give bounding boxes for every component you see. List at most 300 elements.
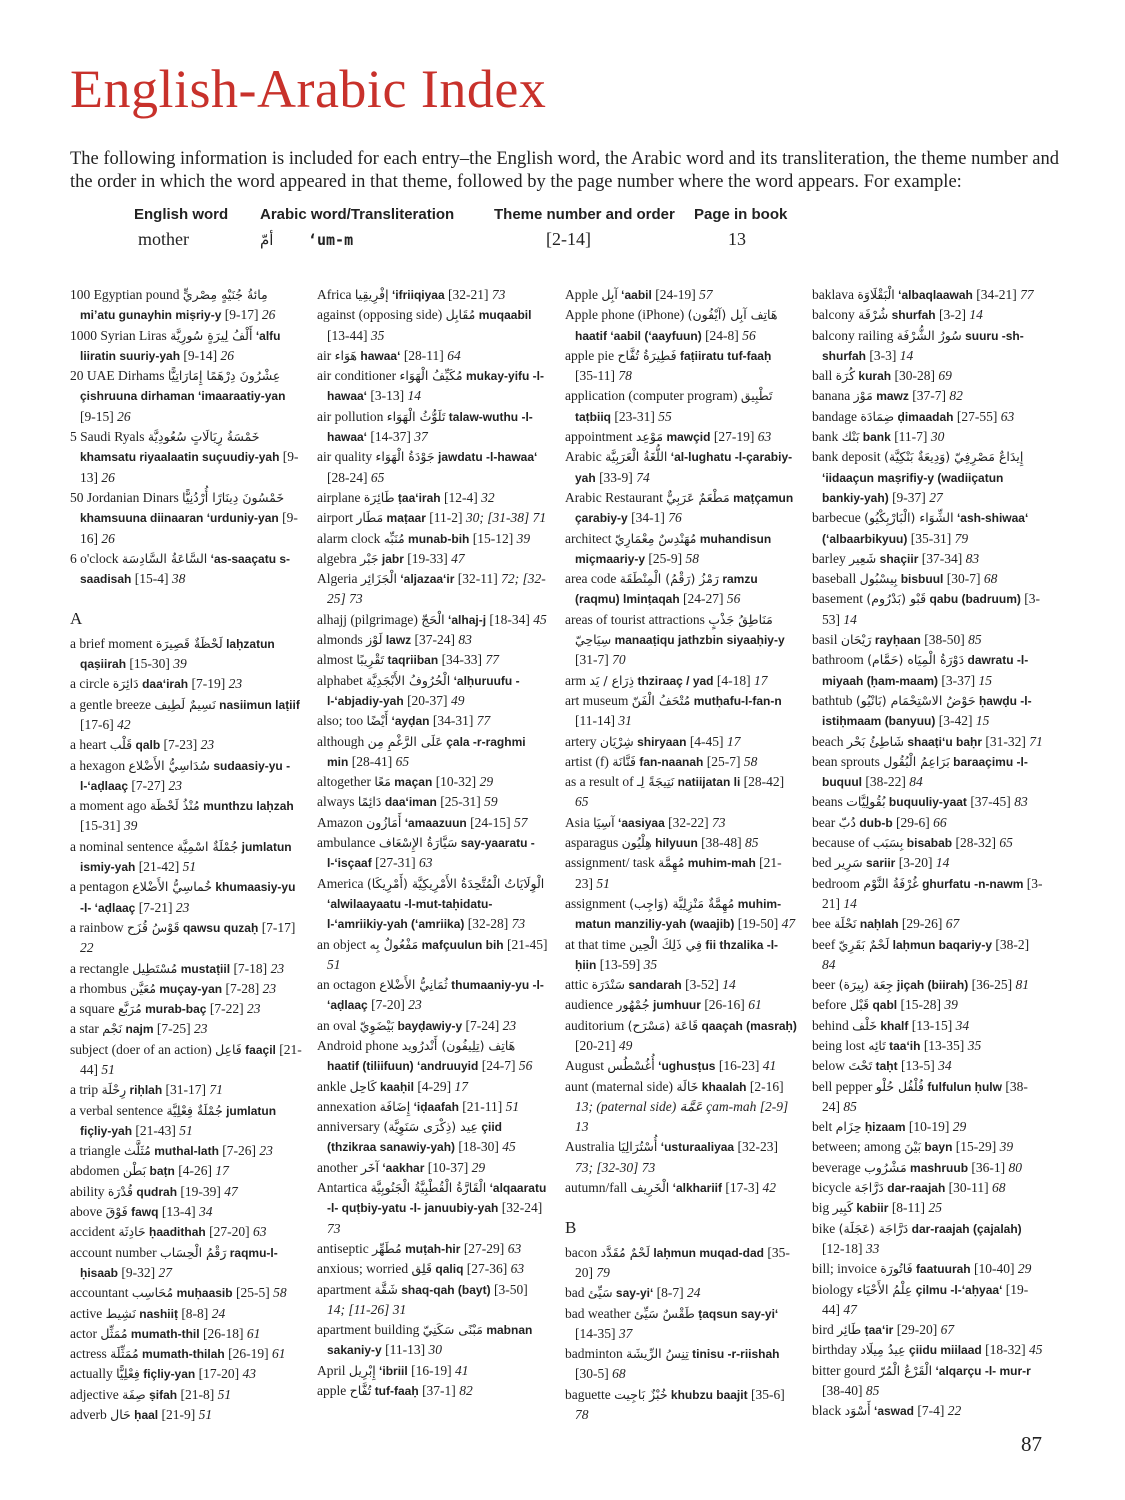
headword: Algeria [317, 571, 358, 587]
arabic-word: تَطْبِيق [740, 388, 773, 404]
headword: abdomen [70, 1163, 120, 1179]
page-ref: 27 [929, 489, 943, 505]
index-entry [70, 918, 302, 959]
theme-ref: [28-11] [403, 347, 444, 363]
theme-ref: [31-17] [165, 1082, 207, 1098]
index-column-1 [70, 285, 302, 1425]
theme-ref: [8-11] [891, 1200, 926, 1216]
transliteration: say-yaaratu -l-‘isçaaf [327, 836, 535, 871]
transliteration: buquuliy-yaat [888, 795, 967, 810]
headword: bacon [565, 1244, 598, 1260]
theme-ref: [38-48] [701, 835, 742, 851]
theme-ref: [28-32] [955, 835, 997, 851]
theme-ref: [13-44] [327, 327, 368, 343]
index-entry [565, 427, 797, 447]
theme-ref: [25-7] [706, 753, 741, 769]
transliteration: ramzu (raqmu) lminṭaqah [575, 572, 758, 607]
arabic-word: مُقَابِل [445, 307, 476, 323]
headword: audience [565, 997, 613, 1013]
arabic-word: عِيدُ مِيلَاد [860, 1342, 906, 1358]
theme-ref: [25-31] [440, 794, 481, 810]
headword: autumn/fall [565, 1180, 628, 1196]
page-ref: 83 [1014, 794, 1028, 810]
theme-ref: [7-26] [222, 1143, 257, 1159]
arabic-word: نَجْم [102, 1021, 123, 1037]
headword: between; among [812, 1139, 901, 1155]
headword: bike [812, 1220, 836, 1236]
arabic-word: بَطْن [122, 1163, 147, 1179]
transliteration: daa‘iman [384, 795, 437, 810]
index-entry [317, 569, 549, 610]
arabic-word: قَلْب [109, 737, 133, 753]
example-header: Arabic word/Transliteration [260, 206, 455, 223]
page-title: English-Arabic Index [70, 59, 547, 119]
theme-ref: [24-8] [705, 327, 739, 343]
page-ref: 65 [575, 794, 589, 810]
theme-ref: [11-2] [429, 510, 463, 526]
theme-ref: [9-37] [892, 489, 926, 505]
page-ref: 23 [228, 676, 243, 692]
arabic-word: جُمْلَةٌ اسْمِيَّة [176, 838, 239, 854]
page-ref: 14 [843, 611, 857, 627]
theme-ref: [38-40] [822, 1383, 863, 1399]
arabic-word: شَعِير [849, 550, 877, 566]
headword: an object [317, 936, 367, 952]
transliteration: ‘ifriiqiyaa [391, 288, 445, 302]
index-entry [70, 837, 302, 878]
theme-ref: [10-19] [908, 1119, 950, 1135]
page-ref: 29 [479, 774, 494, 790]
headword: balcony railing [812, 327, 894, 343]
page-ref: 61 [748, 997, 762, 1013]
headword: Asia [565, 814, 590, 830]
page-ref: 61 [246, 1325, 261, 1341]
theme-ref: [18-30] [458, 1139, 499, 1155]
index-entry [317, 935, 549, 976]
index-entry [70, 1364, 302, 1384]
arabic-word: سَنْدَرَة [591, 977, 626, 993]
arabic-word: خَمْسَةُ رِيَالَاتٍ سُعُودِيَّة [147, 429, 260, 445]
arabic-word: مُحَاسِب [131, 1285, 174, 1301]
headword: Arabic [565, 449, 602, 465]
transliteration: ḍimaadah [897, 409, 954, 424]
page-ref: 26 [220, 347, 235, 363]
arabic-word: تِنِسُ الرِّيشَة [626, 1346, 689, 1362]
theme-ref: [13-5] [900, 1058, 935, 1074]
arabic-word: قُدْرَة [107, 1183, 133, 1199]
arabic-word: مُرَبَّع [117, 1001, 142, 1017]
theme-ref: [30-5] [575, 1366, 609, 1382]
page-number: 87 [1021, 1432, 1042, 1456]
transliteration: bisbuul [900, 572, 944, 587]
page-ref: 58 [685, 550, 700, 566]
headword: a rectangle [70, 960, 129, 976]
example-transliteration: ‘um-m [307, 231, 354, 249]
page-ref: 41 [454, 1362, 469, 1378]
arabic-word: مُهَنْدِسٌ مِعْمَارِيّ [614, 530, 697, 546]
headword: bitter gourd [812, 1362, 876, 1378]
transliteration: kurah [858, 369, 892, 384]
arabic-word: نَشِيط [105, 1305, 136, 1321]
transliteration: talaw-wuthu -l-hawaa‘ [327, 409, 533, 445]
headword: appointment [565, 429, 633, 445]
headword: alarm clock [317, 530, 381, 546]
theme-ref: [3-20] [898, 855, 933, 871]
headword: Australia [565, 1139, 615, 1155]
headword: bean sprouts [812, 753, 880, 769]
transliteration: bisabab [906, 836, 953, 851]
page-ref: 49 [450, 692, 465, 708]
index-entry [70, 1324, 302, 1344]
theme-ref: [25-5] [235, 1285, 270, 1301]
headword: always [317, 794, 355, 810]
theme-ref: [37-7] [912, 388, 946, 404]
theme-ref: [11-14] [575, 713, 615, 729]
transliteration: ṭaa‘irah [397, 490, 441, 505]
theme-ref: [15-12] [472, 530, 514, 546]
arabic-word: ذِرَاع / يَد [589, 672, 635, 688]
theme-ref: [29-6] [896, 814, 930, 830]
index-entry [812, 589, 1044, 630]
example-table [134, 206, 854, 266]
theme-ref: [24-7] [481, 1058, 516, 1074]
arabic-word: فَاتُورَة [880, 1261, 913, 1277]
page-ref: 26 [261, 307, 276, 323]
arabic-word: عِلْمُ الأَحْيَاء [856, 1281, 913, 1297]
transliteration: munab-bih [408, 531, 470, 546]
theme-ref: [7-21] [138, 899, 173, 915]
theme-ref: [19-50] [737, 916, 779, 932]
theme-ref: [37-34] [921, 550, 963, 566]
index-entry [70, 326, 302, 367]
transliteration: najm [125, 1022, 154, 1037]
index-entry [812, 833, 1044, 853]
index-entry [812, 691, 1044, 732]
transliteration: raqmu-l-ḥisaab [80, 1245, 278, 1280]
index-entry [812, 1361, 1044, 1402]
arabic-word: فَنَّانَة [612, 753, 636, 769]
index-entry [812, 447, 1044, 508]
index-entry [317, 1016, 549, 1036]
page-ref: 56 [518, 1058, 533, 1074]
transliteration: sudaasiy-yu -l-‘aḍlaaç [80, 758, 291, 793]
transliteration: mustaṭiil [180, 961, 231, 976]
theme-ref: [32-24] [501, 1200, 543, 1216]
page-ref: 77 [1020, 287, 1034, 302]
theme-ref: [4-26] [178, 1163, 212, 1179]
page-ref: 23 [200, 737, 215, 753]
page-ref: 71 [1029, 733, 1043, 749]
page-ref: 56 [742, 327, 756, 343]
index-entry [812, 914, 1044, 934]
arabic-word: مَنَاطِقُ جَذْبٍ سِيَاحِيّ [575, 611, 773, 648]
index-entry [70, 1101, 302, 1142]
page-ref: 14 [843, 895, 857, 911]
arabic-word: مَوْعِد [635, 429, 664, 445]
theme-ref: [7-18] [233, 960, 268, 976]
page-ref: 55 [658, 408, 672, 424]
theme-ref: [19-39] [180, 1183, 221, 1199]
arabic-word: فُلْفُل حُلْو [875, 1078, 924, 1094]
headword: a triangle [70, 1143, 121, 1159]
index-entry [317, 1320, 549, 1361]
transliteration: ghurfatu -n-nawm [922, 876, 1024, 891]
headword: Arabic Restaurant [565, 489, 663, 505]
headword: ability [70, 1183, 105, 1199]
page-ref: 17 [754, 672, 768, 688]
page-ref: 79 [596, 1264, 610, 1280]
page-ref: 82 [459, 1383, 473, 1399]
transliteration: ‘alkhariif [672, 1181, 723, 1196]
example-header: English word [134, 206, 229, 223]
index-entry [70, 1202, 302, 1222]
example-header: Theme number and order [494, 206, 675, 223]
arabic-word: مُهِمَّة [658, 855, 685, 871]
page-ref: 39 [999, 1139, 1014, 1155]
headword: adjective [70, 1386, 119, 1402]
page-ref: 57 [513, 814, 528, 830]
headword: bank [812, 429, 839, 445]
page-ref: 23 [262, 980, 277, 996]
page-ref: 26 [101, 530, 115, 546]
transliteration: ‘as-saaçatu s-saadisah [80, 551, 291, 587]
page-ref: 39 [123, 818, 138, 834]
theme-ref: [28-41] [351, 753, 393, 769]
index-entry [317, 1097, 549, 1117]
theme-ref: [27-20] [209, 1224, 250, 1240]
transliteration: khaalah [701, 1079, 747, 1094]
index-entry [565, 488, 797, 529]
arabic-word: آبِل [601, 287, 618, 302]
arabic-word: مَفْعُولٌ بِه [369, 936, 419, 952]
headword: another [317, 1159, 358, 1175]
index-entry [317, 1239, 549, 1259]
headword: a pentagon [70, 879, 129, 895]
theme-ref: [10-40] [974, 1261, 1015, 1277]
index-entry [70, 1019, 302, 1039]
theme-ref: [4-29] [417, 1078, 452, 1094]
arabic-word: بَيْنَ [904, 1139, 922, 1155]
arabic-word: مَوْز [853, 388, 873, 404]
theme-ref: [27-19] [713, 429, 755, 445]
theme-ref: [32-28] [467, 916, 509, 932]
index-entry [70, 1222, 302, 1242]
headword: 6 o'clock [70, 550, 119, 566]
headword: 50 Jordanian Dinars [70, 489, 179, 505]
transliteration: ‘alḥuruufu -l-‘abjadiy-yah [327, 673, 520, 708]
index-entry [70, 1243, 302, 1284]
headword: active [70, 1305, 103, 1321]
arabic-word: نَسِيمٌ لَطِيف [154, 696, 216, 712]
page-ref: 85 [865, 1383, 880, 1399]
transliteration: mutḥafu-l-fan-n [693, 693, 782, 708]
theme-ref: [30-28] [894, 368, 935, 384]
index-entry [317, 650, 549, 670]
transliteration: taqriiban [387, 653, 439, 668]
arabic-word: الْحُرُوفُ الأَبْجَدِيَّة [366, 672, 451, 688]
headword: 20 UAE Dirhams [70, 368, 165, 384]
example-col-arabic [260, 206, 454, 250]
transliteration: laḥmun baqariy-y [892, 937, 992, 952]
headword: architect [565, 530, 612, 546]
headword: birthday [812, 1342, 857, 1358]
arabic-word: السَّاعَةُ السَّادِسَة [121, 550, 208, 566]
theme-ref: [20-21] [575, 1037, 616, 1053]
arabic-word: هِلْيُون [621, 835, 652, 851]
page-ref: 45 [533, 611, 547, 627]
transliteration: ‘amaazuun [404, 815, 467, 830]
headword: a star [70, 1021, 99, 1037]
theme-ref: [3-37] [941, 672, 976, 688]
headword: airport [317, 510, 353, 526]
transliteration: haatif (tiliifuun) ‘andruuyid [327, 1059, 479, 1074]
page-ref: 47 [843, 1301, 857, 1317]
index-entry [317, 305, 549, 346]
section-letter: A [70, 609, 83, 629]
arabic-word: مُعَيَّن [130, 980, 157, 996]
index-entry [565, 752, 797, 772]
index-entry [70, 959, 302, 979]
transliteration: qudrah [136, 1184, 178, 1199]
theme-ref: [7-19] [191, 676, 226, 692]
headword: bathroom [812, 652, 864, 668]
theme-ref: [8-8] [181, 1305, 209, 1321]
index-entry [70, 366, 302, 427]
transliteration: mi’atu gunayhin miṣriy-y [80, 308, 222, 323]
theme-ref: [24-15] [470, 814, 511, 830]
page-ref: 85 [968, 632, 982, 648]
transliteration: muḥaasib [176, 1286, 233, 1301]
page-ref: 83 [458, 632, 472, 648]
headword: anxious; worried [317, 1261, 409, 1277]
arabic-word: رَيْحَان [840, 632, 872, 648]
arabic-word: دُبّ [838, 814, 856, 830]
theme-ref: [15-28] [900, 997, 941, 1013]
headword: banana [812, 388, 851, 404]
headword: before [812, 997, 847, 1013]
page-ref: 30; [31-38] 71 [465, 510, 547, 526]
page-ref: 56 [726, 591, 741, 607]
index-entry [812, 1219, 1044, 1260]
index-entry [317, 1259, 549, 1279]
transliteration: muhandisun miçmaariy-y [575, 531, 772, 566]
theme-ref: [7-28] [225, 980, 260, 996]
index-entry [812, 975, 1044, 995]
index-entry [565, 346, 797, 387]
headword: ball [812, 368, 833, 384]
arabic-word: آخَر [360, 1159, 379, 1175]
arabic-word: لَحْمٌ بَقَرِيّ [838, 936, 890, 952]
arabic-word: غُرْفَةُ النَّوْم [863, 875, 919, 891]
index-entry [565, 569, 797, 610]
index-entry [70, 488, 302, 549]
arabic-word: فَاعِل [215, 1041, 242, 1057]
transliteration: ‘iḍaafah [413, 1099, 459, 1114]
theme-ref: [13-4] [161, 1204, 196, 1220]
arabic-word: بَيْضَوِيّ [359, 1017, 395, 1033]
page-ref: 51 [596, 875, 610, 891]
page-ref: 39 [944, 997, 958, 1013]
arabic-word: إِضَافَة [379, 1098, 411, 1114]
theme-ref: [17-20] [198, 1366, 240, 1382]
index-entry [565, 935, 797, 976]
index-entry [317, 732, 549, 773]
transliteration: qawsu quzaḥ [182, 920, 259, 935]
headword: almost [317, 652, 353, 668]
transliteration: mafçuulun bih [421, 937, 504, 952]
index-entry [317, 833, 549, 874]
headword: bill; invoice [812, 1261, 877, 1277]
theme-ref: [4-45] [689, 733, 724, 749]
arabic-word: صِفَة [122, 1386, 146, 1402]
headword: bear [812, 814, 836, 830]
theme-ref: [3-52] [685, 977, 719, 993]
page-ref: 68 [612, 1366, 626, 1382]
arabic-word: دَائِرَة [112, 676, 139, 692]
index-entry [565, 995, 797, 1015]
arabic-word: شَقَّة [374, 1281, 398, 1297]
headword: a trip [70, 1082, 99, 1098]
theme-ref: [21-9] [161, 1407, 196, 1423]
headword: big [812, 1200, 830, 1216]
index-entry [317, 1178, 549, 1239]
page-ref: 24 [211, 1305, 226, 1321]
theme-ref: [7-23] [163, 737, 198, 753]
transliteration: dar-raajah (çajalah) [911, 1221, 1022, 1236]
headword: air quality [317, 449, 373, 465]
transliteration: qaliq [435, 1262, 464, 1277]
theme-ref: [21-45] [506, 936, 548, 952]
arabic-word: آسِيَا [593, 814, 615, 830]
page-ref: 78 [575, 1407, 589, 1423]
headword: because of [812, 835, 870, 851]
index-entry [812, 1178, 1044, 1198]
theme-ref: [3-53] [822, 591, 1040, 627]
theme-ref: [38-2] [995, 936, 1030, 952]
headword: balcony [812, 307, 855, 323]
headword: adverb [70, 1407, 107, 1423]
theme-ref: [7-20] [371, 997, 405, 1013]
page-ref: 14 [969, 307, 983, 323]
transliteration: dar-raajah [887, 1181, 946, 1196]
index-entry [317, 366, 549, 407]
transliteration: nashiiṭ [139, 1306, 178, 1321]
arabic-word: إفْرِيقِيا [354, 287, 389, 302]
page-ref: 26 [101, 469, 115, 485]
page-ref: 43 [242, 1366, 256, 1382]
headword: a moment ago [70, 798, 147, 814]
headword: beer [812, 977, 836, 993]
theme-ref: [16-23] [718, 1058, 760, 1074]
theme-ref: [9-15] [80, 408, 114, 424]
transliteration: taḥt [875, 1059, 898, 1074]
arabic-word: الْوِلَايَاتُ الْمُتَّحِدَةُ الأَمْرِيكِيَّة (أَمْرِيكَا) [366, 875, 545, 891]
transliteration: faṭiiratu tuf-faaḥ [679, 348, 772, 363]
transliteration: sariir [866, 856, 896, 871]
headword: beach [812, 733, 844, 749]
headword: a rainbow [70, 919, 124, 935]
page-ref: 67 [940, 1322, 955, 1338]
arabic-word: حِزَام [835, 1119, 862, 1135]
headword: baseball [812, 571, 857, 587]
theme-ref: [26-16] [704, 997, 745, 1013]
arabic-word: اللُّغَةُ الْعَرَبِيَّة [605, 449, 668, 465]
index-entry [565, 1283, 797, 1303]
theme-ref: [19-44] [822, 1281, 1029, 1317]
page-ref: 77 [476, 713, 491, 729]
transliteration: kabiir [856, 1201, 889, 1216]
index-entry [812, 995, 1044, 1015]
